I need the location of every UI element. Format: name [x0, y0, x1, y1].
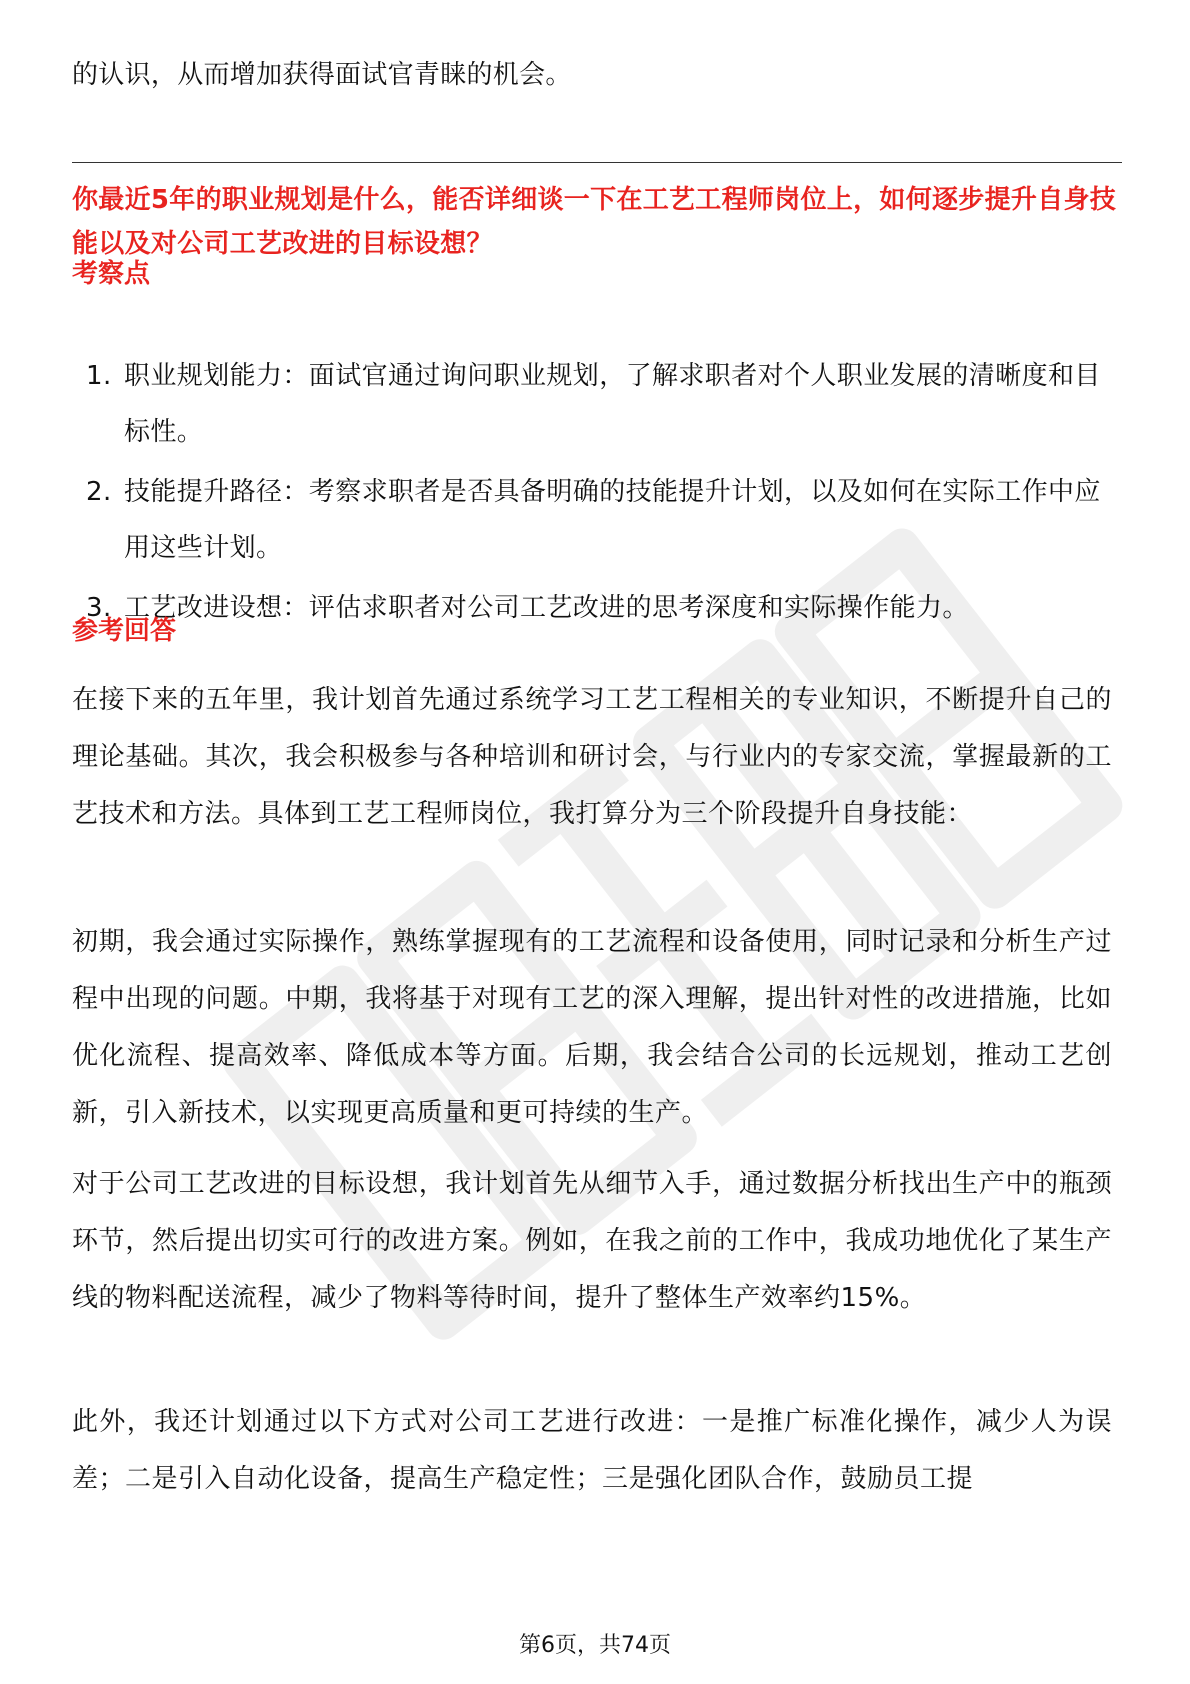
section-divider: [72, 162, 1122, 163]
page-number-footer: 第6页，共74页: [519, 1633, 671, 1658]
list-item: [72, 580, 1122, 636]
exam-points-title: 考察点: [72, 259, 151, 289]
answer-paragraph: 此外，我还计划通过以下方式对公司工艺进行改进：一是推广标准化操作，减少人为误差；二是引入自动化设备，提高生产稳定性；三是强化团队合作，鼓励员工提: [72, 1407, 1112, 1494]
list-item-number: 3.: [86, 593, 112, 623]
answer-paragraph: 初期，我会通过实际操作，熟练掌握现有的工艺流程和设备使用，同时记录和分析生产过程中出现的问题。中期，我将基于对现有工艺的深入理解，提出针对性的改进措施，比如优化流程、提高效率、降低成本等方面。后期，我会结合公司的长远规划，推动工艺创新，引入新技术，以实现更高质量和更可持续的生产。: [72, 927, 1112, 1128]
answer-paragraph: 对于公司工艺改进的目标设想，我计划首先从细节入手，通过数据分析找出生产中的瓶颈环节，然后提出切实可行的改进方案。例如，在我之前的工作中，我成功地优化了某生产线的物料配送流程，减少了物料等待时间，提升了整体生产效率约15%。: [72, 1169, 1112, 1313]
list-item-text: 技能提升路径：考察求职者是否具备明确的技能提升计划，以及如何在实际工作中应用这些计划。: [124, 477, 1101, 563]
intro-tail-text: 的认识，从而增加获得面试官青睐的机会。: [72, 60, 572, 90]
interview-question: 你最近5年的职业规划是什么，能否详细谈一下在工艺工程师岗位上，如何逐步提升自身技能以及对公司工艺改进的目标设想？: [72, 185, 1117, 259]
list-item-number: 1.: [86, 361, 112, 391]
list-item-number: 2.: [86, 477, 112, 507]
list-item-text: 工艺改进设想：评估求职者对公司工艺改进的思考深度和实际操作能力。: [124, 593, 969, 623]
exam-points-list: [72, 348, 1122, 640]
list-item-text: 职业规划能力：面试官通过询问职业规划，了解求职者对个人职业发展的清晰度和目标性。: [124, 361, 1101, 447]
answer-paragraph: 在接下来的五年里，我计划首先通过系统学习工艺工程相关的专业知识，不断提升自己的理论基础。其次，我会积极参与各种培训和研讨会，与行业内的专家交流，掌握最新的工艺技术和方法。具体到工艺工程师岗位，我打算分为三个阶段提升自身技能：: [72, 685, 1112, 829]
list-item: [72, 464, 1122, 576]
list-item: [72, 348, 1122, 460]
reference-answer-title: 参考回答: [72, 616, 177, 646]
